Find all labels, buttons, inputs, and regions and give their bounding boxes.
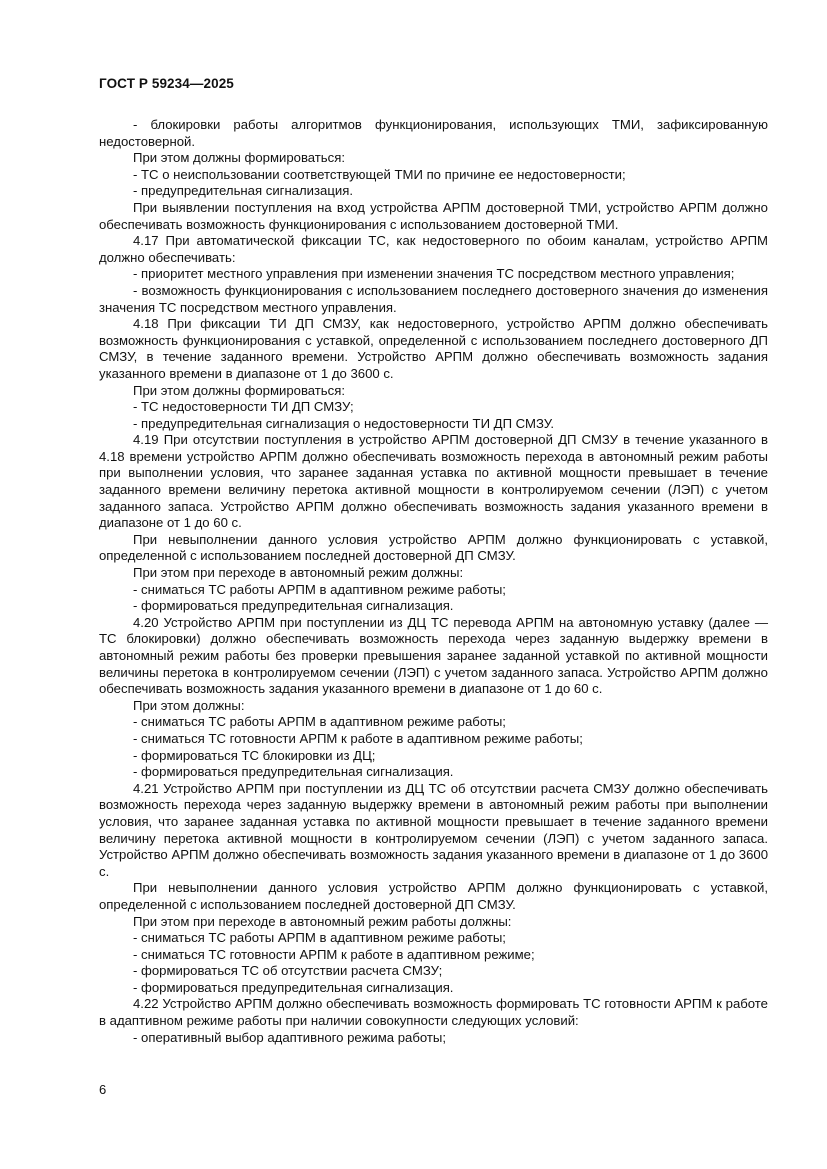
paragraph: - блокировки работы алгоритмов функционирования, использующих ТМИ, зафиксированную недостоверной.: [99, 117, 768, 149]
paragraph: - формироваться ТС блокировки из ДЦ;: [133, 747, 376, 763]
paragraph: - ТС недостоверности ТИ ДП СМЗУ;: [133, 399, 354, 415]
paragraph: - сниматься ТС работы АРПМ в адаптивном режиме работы;: [133, 581, 506, 597]
paragraph: - сниматься ТС работы АРПМ в адаптивном режиме работы;: [133, 930, 506, 946]
paragraph: - формироваться ТС об отсутствии расчета СМЗУ;: [133, 963, 443, 979]
paragraph: - формироваться предупредительная сигнализация.: [133, 979, 454, 995]
paragraph: - ТС о неиспользовании соответствующей ТМИ по причине ее недостоверности;: [133, 166, 626, 182]
paragraph: 4.21 Устройство АРПМ при поступлении из ДЦ ТС об отсутствии расчета СМЗУ должно обеспечивать возможность перехода через заданную выдержку времени в автономный режим работы при выполнении условия, что заранее заданная уставка по активной мощности превышает в течение заданного времени величину перетока активной мощности в контролируемом сечении (ЛЭП) с учетом заданного запаса. Устройство АРПМ должно обеспечивать возможность задания указанного времени в диапазоне от 1 до 3600 с.: [99, 780, 768, 879]
paragraph: 4.22 Устройство АРПМ должно обеспечивать возможность формировать ТС готовности АРПМ к работе в адаптивном режиме работы при наличии совокупности следующих условий:: [99, 996, 768, 1029]
paragraph: При этом должны:: [133, 697, 245, 713]
paragraph: При невыполнении данного условия устройство АРПМ должно функционировать с уставкой, определенной с использованием последней достоверной ДП СМЗУ.: [99, 531, 768, 564]
paragraph: При этом при переходе в автономный режим должны:: [133, 565, 464, 581]
paragraph: - возможность функционирования с использованием последнего достоверного значения до изменения значения ТС посредством местного управления.: [99, 282, 768, 315]
paragraph: 4.18 При фиксации ТИ ДП СМЗУ, как недостоверного, устройство АРПМ должно обеспечивать возможность функционирования с уставкой, определенной с использованием последнего достоверного ДП СМЗУ, в течение заданного времени. Устройство АРПМ должно обеспечивать возможность задания указанного времени в диапазоне от 1 до 3600 с.: [99, 316, 768, 381]
paragraph: 4.17 При автоматической фиксации ТС, как недостоверного по обоим каналам, устройство АРПМ должно обеспечивать:: [99, 233, 768, 265]
paragraph: - формироваться предупредительная сигнализация.: [133, 764, 454, 780]
paragraph: - сниматься ТС работы АРПМ в адаптивном режиме работы;: [133, 714, 506, 730]
paragraph: При этом должны формироваться:: [133, 150, 345, 166]
paragraph: При выявлении поступления на вход устройства АРПМ достоверной ТМИ, устройство АРПМ должно обеспечивать возможность функционирования с использованием достоверной ТМИ.: [99, 199, 768, 232]
paragraph: - предупредительная сигнализация о недостоверности ТИ ДП СМЗУ.: [133, 415, 554, 431]
paragraph: При этом должны формироваться:: [133, 382, 345, 398]
paragraph: При этом при переходе в автономный режим работы должны:: [133, 913, 512, 929]
paragraph: - формироваться предупредительная сигнализация.: [133, 598, 454, 614]
paragraph: - приоритет местного управления при изменении значения ТС посредством местного управления;: [133, 266, 735, 282]
paragraph: - оперативный выбор адаптивного режима работы;: [133, 1029, 446, 1045]
page-number: 6: [99, 1082, 107, 1097]
paragraph: 4.20 Устройство АРПМ при поступлении из ДЦ ТС перевода АРПМ на автономную уставку (далее — ТС блокировки) должно обеспечивать возможность перехода через заданную выдержку времени в автономный режим работы без проверки превышения заранее заданной уставкой по активной мощности величины перетока в контролируемом сечении (ЛЭП) с учетом заданного запаса. Устройство АРПМ должно обеспечивать возможность задания указанного времени в диапазоне от 1 до 60 с.: [99, 614, 768, 697]
paragraph: - предупредительная сигнализация.: [133, 183, 353, 199]
document-body: [99, 117, 768, 1046]
paragraph: - сниматься ТС готовности АРПМ к работе в адаптивном режиме работы;: [133, 730, 583, 746]
paragraph: При невыполнении данного условия устройство АРПМ должно функционировать с уставкой, определенной с использованием последней достоверной ДП СМЗУ.: [99, 880, 768, 912]
page-header: ГОСТ Р 59234—2025: [99, 76, 234, 91]
paragraph: - сниматься ТС готовности АРПМ к работе в адаптивном режиме;: [133, 946, 535, 962]
paragraph: 4.19 При отсутствии поступления в устройство АРПМ достоверной ДП СМЗУ в течение указанного в 4.18 времени устройство АРПМ должно обеспечивать возможность перехода в автономный режим работы при выполнении условия, что заранее заданная уставка по активной мощности превышает в течение заданного времени величину перетока активной мощности в контролируемом сечении (ЛЭП) с учетом заданного запаса. Устройство АРПМ должно обеспечивать возможность задания указанного времени в диапазоне от 1 до 60 с.: [99, 432, 768, 531]
